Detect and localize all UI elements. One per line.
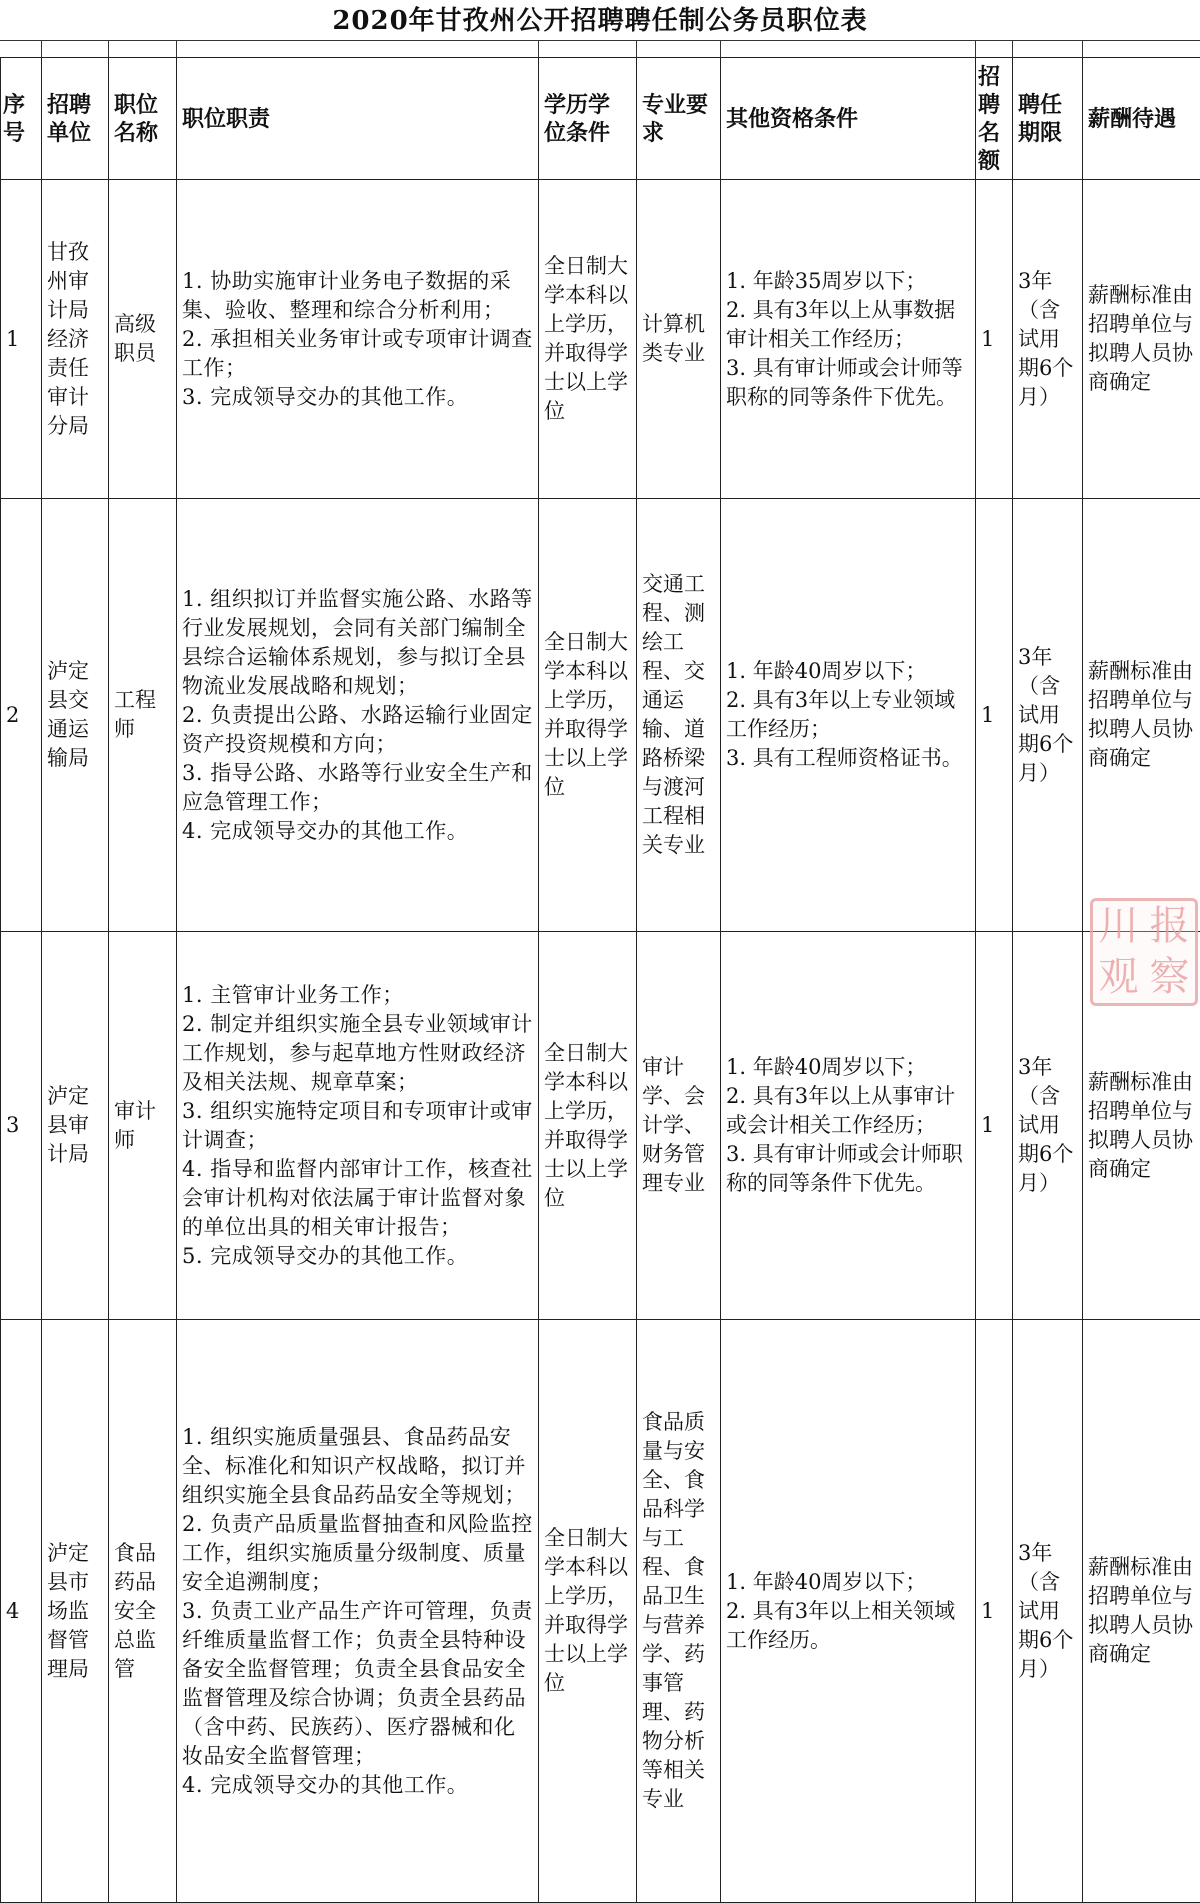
row-seq: 2 — [1, 499, 42, 932]
row-position: 高级职员 — [109, 180, 177, 499]
row-position: 审计师 — [109, 932, 177, 1320]
table-row — [1, 180, 1200, 499]
row-term: 3年（含试用期6个月） — [1013, 180, 1083, 499]
header-position: 职位名称 — [109, 58, 177, 180]
row-quota: 1 — [976, 499, 1013, 932]
header-salary: 薪酬待遇 — [1083, 58, 1200, 180]
row-major: 交通工程、测绘工程、交通运输、道路桥梁与渡河工程相关专业 — [637, 499, 721, 932]
row-education: 全日制大学本科以上学历，并取得学士以上学位 — [539, 499, 637, 932]
row-seq: 4 — [1, 1320, 42, 1903]
row-position: 工程师 — [109, 499, 177, 932]
row-quota: 1 — [976, 180, 1013, 499]
watermark-stamp — [1090, 898, 1198, 1006]
row-duties: 1. 组织实施质量强县、食品药品安全、标准化和知识产权战略，拟订并组织实施全县食品药品安全等规划； 2. 负责产品质量监督抽查和风险监控工作，组织实施质量分级制度、质量安全追溯制度； 3. 负责工业产品生产许可管理，负责纤维质量监督工作；负责全县特种设备安全监督管理；负责全县食品安全监督管理及综合协调；负责全县药品（含中药、民族药）、医疗器械和化妆品安全监督管理； 4. 完成领导交办的其他工作。 — [177, 1320, 539, 1903]
row-other: 1. 年龄40周岁以下； 2. 具有3年以上从事审计或会计相关工作经历； 3. 具有审计师或会计师职称的同等条件下优先。 — [721, 932, 976, 1320]
positions-table — [0, 57, 1200, 1903]
row-salary: 薪酬标准由招聘单位与拟聘人员协商确定 — [1083, 932, 1200, 1320]
row-term: 3年（含试用期6个月） — [1013, 1320, 1083, 1903]
watermark-char: 观 — [1098, 954, 1139, 1000]
row-quota: 1 — [976, 1320, 1013, 1903]
row-other: 1. 年龄40周岁以下； 2. 具有3年以上专业领域工作经历； 3. 具有工程师资格证书。 — [721, 499, 976, 932]
header-major: 专业要求 — [637, 58, 721, 180]
row-other: 1. 年龄35周岁以下； 2. 具有3年以上从事数据审计相关工作经历； 3. 具有审计师或会计师等职称的同等条件下优先。 — [721, 180, 976, 499]
row-unit: 泸定县审计局 — [42, 932, 109, 1320]
watermark-char: 川 — [1098, 903, 1139, 949]
row-salary: 薪酬标准由招聘单位与拟聘人员协商确定 — [1083, 1320, 1200, 1903]
header-seq: 序号 — [1, 58, 42, 180]
row-education: 全日制大学本科以上学历，并取得学士以上学位 — [539, 1320, 637, 1903]
watermark-char: 察 — [1149, 954, 1190, 1000]
spacer-row — [0, 40, 1200, 58]
row-education: 全日制大学本科以上学历，并取得学士以上学位 — [539, 932, 637, 1320]
row-unit: 甘孜州审计局经济责任审计分局 — [42, 180, 109, 499]
row-quota: 1 — [976, 932, 1013, 1320]
row-education: 全日制大学本科以上学历，并取得学士以上学位 — [539, 180, 637, 499]
row-position: 食品药品安全总监管 — [109, 1320, 177, 1903]
row-duties: 1. 协助实施审计业务电子数据的采集、验收、整理和综合分析利用； 2. 承担相关业务审计或专项审计调查工作； 3. 完成领导交办的其他工作。 — [177, 180, 539, 499]
page-title: 2020年甘孜州公开招聘聘任制公务员职位表 — [332, 6, 868, 36]
header-term: 聘任期限 — [1013, 58, 1083, 180]
table-row — [1, 499, 1200, 932]
row-duties: 1. 主管审计业务工作； 2. 制定并组织实施全县专业领域审计工作规划，参与起草地方性财政经济及相关法规、规章草案； 3. 组织实施特定项目和专项审计或审计调查； 4. 指导和监督内部审计工作，核查社会审计机构对依法属于审计监督对象的单位出具的相关审计报告； 5. 完成领导交办的其他工作。 — [177, 932, 539, 1320]
table-row — [1, 932, 1200, 1320]
header-quota: 招聘名额 — [976, 58, 1013, 180]
row-major: 食品质量与安全、食品科学与工程、食品卫生与营养学、药事管理、药物分析等相关专业 — [637, 1320, 721, 1903]
row-major: 计算机类专业 — [637, 180, 721, 499]
table-row — [1, 1320, 1200, 1903]
header-other: 其他资格条件 — [721, 58, 976, 180]
row-seq: 1 — [1, 180, 42, 499]
row-seq: 3 — [1, 932, 42, 1320]
row-term: 3年（含试用期6个月） — [1013, 499, 1083, 932]
row-major: 审计学、会计学、财务管理专业 — [637, 932, 721, 1320]
row-duties: 1. 组织拟订并监督实施公路、水路等行业发展规划，会同有关部门编制全县综合运输体系规划，参与拟订全县物流业发展战略和规划； 2. 负责提出公路、水路运输行业固定资产投资规模和方向； 3. 指导公路、水路等行业安全生产和应急管理工作； 4. 完成领导交办的其他工作。 — [177, 499, 539, 932]
row-unit: 泸定县市场监督管理局 — [42, 1320, 109, 1903]
row-unit: 泸定县交通运输局 — [42, 499, 109, 932]
header-duties: 职位职责 — [177, 58, 539, 180]
row-term: 3年（含试用期6个月） — [1013, 932, 1083, 1320]
row-other: 1. 年龄40周岁以下； 2. 具有3年以上相关领域工作经历。 — [721, 1320, 976, 1903]
row-salary: 薪酬标准由招聘单位与拟聘人员协商确定 — [1083, 499, 1200, 932]
row-salary: 薪酬标准由招聘单位与拟聘人员协商确定 — [1083, 180, 1200, 499]
watermark-char: 报 — [1149, 903, 1190, 949]
header-row — [1, 58, 1200, 180]
header-education: 学历学位条件 — [539, 58, 637, 180]
header-unit: 招聘单位 — [42, 58, 109, 180]
